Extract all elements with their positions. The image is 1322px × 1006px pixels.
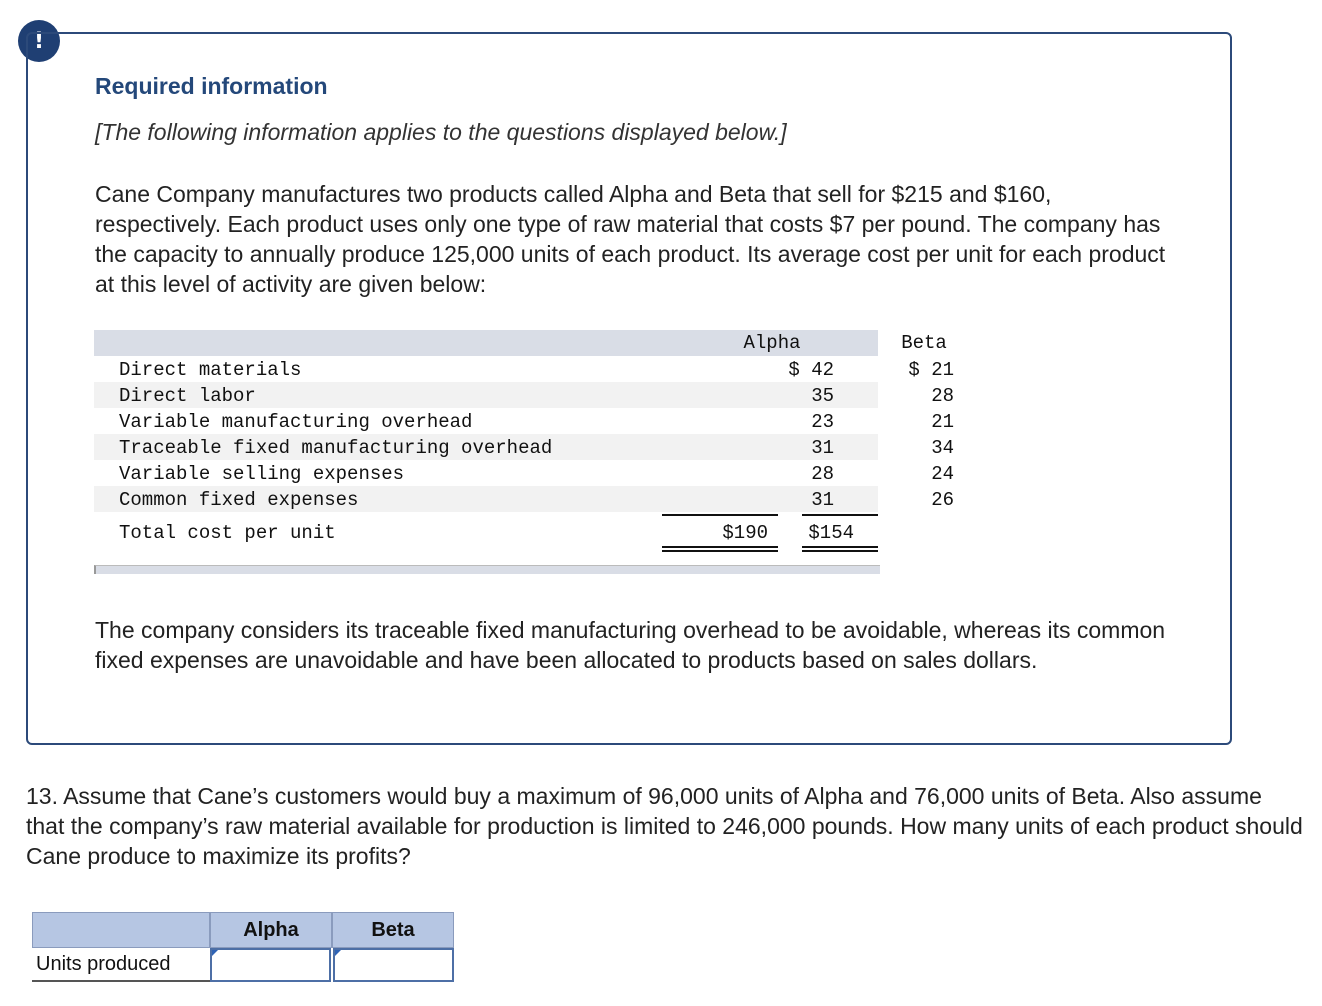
alpha-value: 31 bbox=[811, 489, 834, 511]
required-information-title: Required information bbox=[95, 73, 328, 99]
units-produced-label: Units produced bbox=[32, 948, 210, 982]
beta-units-input[interactable] bbox=[333, 948, 454, 982]
row-label: Traceable fixed manufacturing overhead bbox=[119, 437, 553, 459]
beta-value: 21 bbox=[931, 411, 954, 433]
cost-per-unit-table bbox=[94, 330, 954, 546]
answer-header-blank bbox=[32, 912, 210, 948]
table-row bbox=[94, 486, 954, 512]
alpha-value: 35 bbox=[811, 385, 834, 407]
beta-subtotal-rule bbox=[802, 514, 878, 516]
alpha-value: 28 bbox=[811, 463, 834, 485]
beta-input-flag-icon bbox=[335, 950, 341, 956]
question-text: 13. Assume that Cane’s customers would buy a maximum of 96,000 units of Alpha and 76,000 units of Beta. Also assume that the company’s raw material available for production is limited to 246,000 pounds. How many units of each product should Cane produce to maximize its profits? bbox=[26, 783, 1303, 869]
beta-value: 34 bbox=[931, 437, 954, 459]
alpha-subtotal-rule bbox=[662, 514, 778, 516]
answer-header-beta: Beta bbox=[332, 912, 454, 948]
beta-total: $154 bbox=[808, 522, 854, 544]
table-row bbox=[94, 460, 954, 486]
total-row bbox=[94, 512, 878, 546]
scenario-paragraph: Cane Company manufactures two products called Alpha and Beta that sell for $215 and $160, respectively. Each product uses only one type of raw material that costs $7 per pound. The company has the capacity to annually produce 125,000 units of each product. Its average cost per unit for each product at this level of activity are given below: bbox=[95, 181, 1166, 297]
table-row bbox=[94, 382, 954, 408]
exclamation-icon: ! bbox=[33, 28, 45, 54]
row-label: Common fixed expenses bbox=[119, 489, 359, 511]
table-bottom-bar bbox=[94, 565, 880, 574]
answer-header-alpha: Alpha bbox=[210, 912, 332, 948]
alpha-input-flag-icon bbox=[212, 950, 218, 956]
beta-total-double-rule bbox=[802, 546, 878, 552]
row-label: Direct labor bbox=[119, 385, 256, 407]
overhead-paragraph: The company considers its traceable fixed manufacturing overhead to be avoidable, whereas its common fixed expenses are unavoidable and have been allocated to products based on sales dollars. bbox=[95, 617, 1166, 673]
total-label: Total cost per unit bbox=[119, 522, 336, 544]
alpha-value: $ 42 bbox=[788, 359, 834, 381]
table-row bbox=[94, 434, 954, 460]
alpha-value: 23 bbox=[811, 411, 834, 433]
table-row bbox=[94, 408, 954, 434]
beta-value: 28 bbox=[931, 385, 954, 407]
table-header-row bbox=[94, 330, 947, 356]
alpha-value: 31 bbox=[811, 437, 834, 459]
information-note: [The following information applies to the questions displayed below.] bbox=[95, 119, 787, 145]
column-header-beta: Beta bbox=[901, 332, 947, 354]
table-row bbox=[94, 356, 954, 382]
beta-value: 24 bbox=[931, 463, 954, 485]
column-header-alpha: Alpha bbox=[743, 332, 801, 354]
alpha-total: $190 bbox=[722, 522, 768, 544]
alpha-units-input[interactable] bbox=[210, 948, 331, 982]
beta-value: 26 bbox=[931, 489, 954, 511]
row-label: Variable manufacturing overhead bbox=[119, 411, 473, 433]
row-label: Direct materials bbox=[119, 359, 302, 381]
row-label: Variable selling expenses bbox=[119, 463, 405, 485]
beta-value: $ 21 bbox=[908, 359, 954, 381]
alpha-total-double-rule bbox=[662, 546, 778, 552]
